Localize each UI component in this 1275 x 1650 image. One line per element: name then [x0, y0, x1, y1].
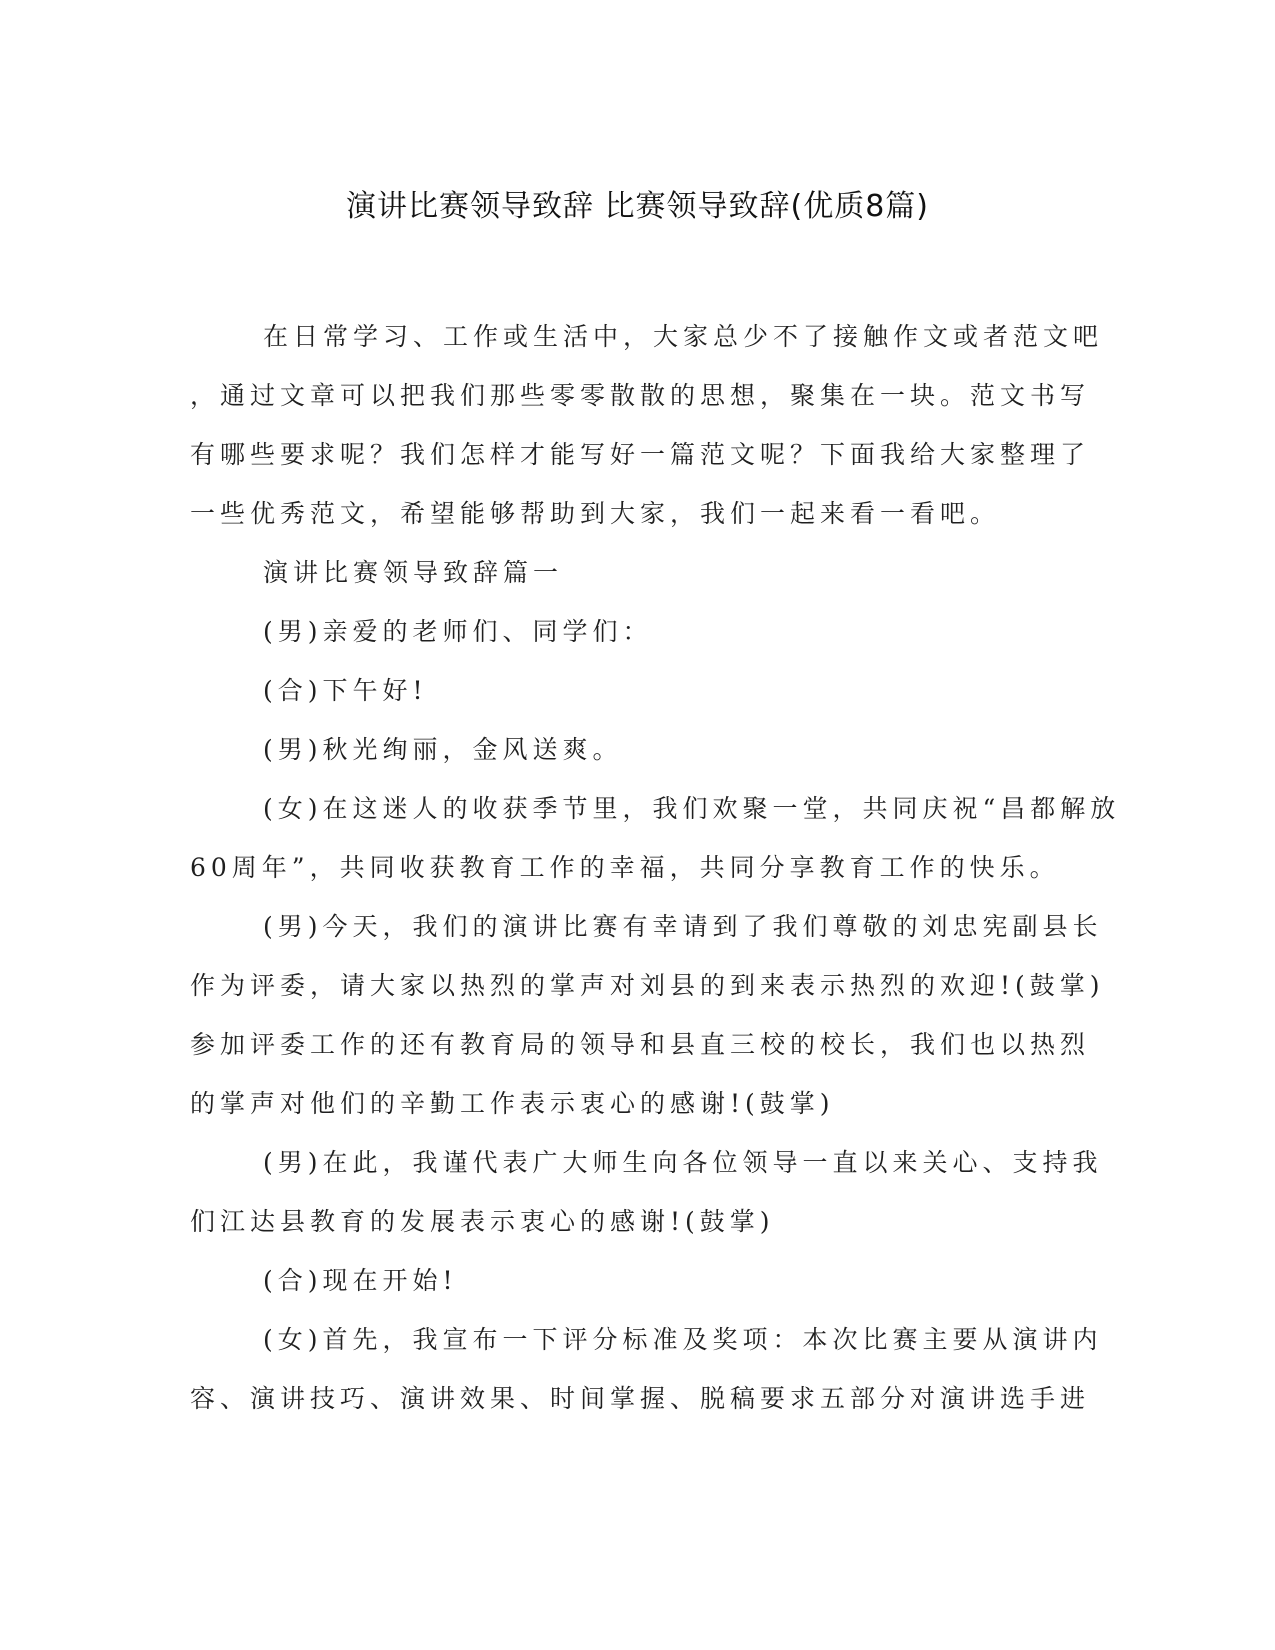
text-line: 一些优秀范文，希望能够帮助到大家，我们一起来看一看吧。	[190, 499, 1001, 528]
section-heading: 演讲比赛领导致辞篇一	[263, 558, 564, 587]
text-line: (男)在此，我谨代表广大师生向各位领导一直以来关心、支持我	[263, 1148, 1103, 1177]
text-line: 在日常学习、工作或生活中，大家总少不了接触作文或者范文吧	[263, 322, 1104, 351]
text-line: 们江达县教育的发展表示衷心的感谢!(鼓掌)	[190, 1207, 775, 1236]
text-line: 容、演讲技巧、演讲效果、时间掌握、脱稿要求五部分对演讲选手进	[190, 1384, 1091, 1413]
text-line: (女)首先，我宣布一下评分标准及奖项：本次比赛主要从演讲内	[263, 1325, 1103, 1354]
text-line: (合)下午好!	[263, 676, 428, 705]
text-line: (男)亲爱的老师们、同学们：	[263, 617, 653, 646]
text-line: (女)在这迷人的收获季节里，我们欢聚一堂，共同庆祝“昌都解放	[263, 794, 1121, 823]
document-title: 演讲比赛领导致辞 比赛领导致辞(优质8篇)	[345, 189, 930, 224]
text-line: (男)今天，我们的演讲比赛有幸请到了我们尊敬的刘忠宪副县长	[263, 912, 1103, 941]
text-line: 的掌声对他们的辛勤工作表示衷心的感谢!(鼓掌)	[190, 1089, 835, 1118]
text-line: 作为评委，请大家以热烈的掌声对刘县的到来表示热烈的欢迎!(鼓掌)	[190, 971, 1105, 1000]
text-line: 参加评委工作的还有教育局的领导和县直三校的校长，我们也以热烈	[190, 1030, 1091, 1059]
text-line: 有哪些要求呢？我们怎样才能写好一篇范文呢？下面我给大家整理了	[190, 440, 1091, 469]
text-line: ，通过文章可以把我们那些零零散散的思想，聚集在一块。范文书写	[190, 381, 1091, 410]
text-line: 60周年”，共同收获教育工作的幸福，共同分享教育工作的快乐。	[190, 853, 1060, 882]
text-line: (男)秋光绚丽，金风送爽。	[263, 735, 623, 764]
text-line: (合)现在开始!	[263, 1266, 458, 1295]
